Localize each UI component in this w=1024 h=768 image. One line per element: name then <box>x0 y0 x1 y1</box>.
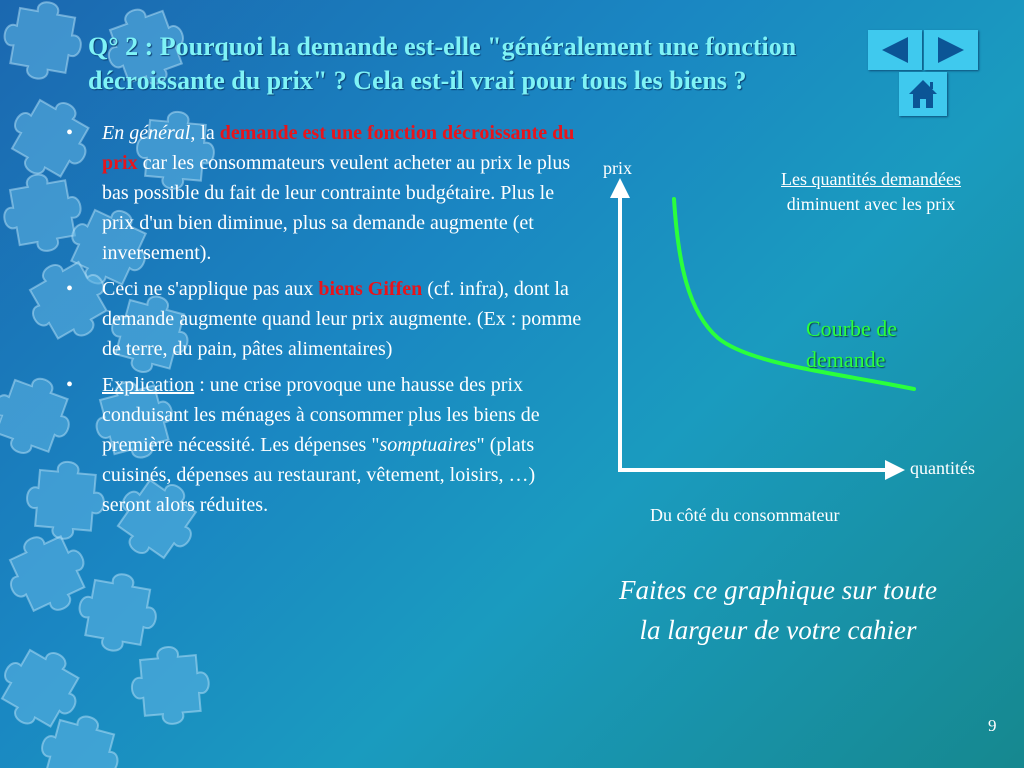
bullet-text: car les consommateurs veulent acheter au prix le plus bas possible du fait de leur contrainte budgétaire. Plus le prix d'un bien diminue, plus sa demande augmente (et inversement). <box>102 152 571 264</box>
annotation-text: diminuent avec les prix <box>786 194 956 214</box>
chart-caption: Du côté du consommateur <box>650 505 840 525</box>
x-axis-label: quantités <box>910 458 975 478</box>
y-axis-label: prix <box>603 158 632 178</box>
curve-label: Courbe de demande <box>806 316 898 372</box>
instruction-text: Faites ce graphique sur toute la largeur de votre cahier <box>619 575 937 645</box>
emphasis-text: somptuaires <box>379 434 477 456</box>
highlight-text: demande est une fonction décroissante du prix <box>102 122 575 174</box>
bullet-item-general <box>62 118 584 268</box>
emphasis-text: En général <box>102 122 191 144</box>
bullet-text: (cf. infra), dont la demande augmente quand leur prix augmente. (Ex : pomme de terre, du pain, pâtes alimentaires) <box>102 278 582 360</box>
chart-annotation <box>760 167 982 217</box>
bullet-text: Ceci ne s'applique pas aux <box>102 278 319 300</box>
underlined-text: Explication <box>102 374 195 396</box>
next-slide-button[interactable] <box>924 30 978 70</box>
annotation-underlined: Les quantités demandées <box>781 169 961 189</box>
triangle-left-icon <box>878 35 912 65</box>
slide-title: Q° 2 : Pourquoi la demande est-elle "généralement une fonction décroissante du prix" ? Cela est-il vrai pour tous les biens ? <box>88 32 797 95</box>
bullet-list <box>62 118 584 526</box>
previous-slide-button[interactable] <box>868 30 922 70</box>
bullet-text: , la <box>190 122 220 144</box>
slide-number: 9 <box>988 716 997 735</box>
bullet-item-explication <box>62 370 584 520</box>
home-button[interactable] <box>899 72 947 116</box>
highlight-text: biens Giffen <box>318 278 423 300</box>
triangle-right-icon <box>934 35 968 65</box>
bullet-text: " (plats cuisinés, dépenses au restaurant, vêtement, loisirs, …) seront alors réduites. <box>102 434 536 516</box>
home-icon <box>906 77 940 111</box>
bullet-text: : une crise provoque une hausse des prix conduisant les ménages à consommer plus les biens de première nécessité. Les dépenses " <box>102 374 540 456</box>
bullet-item-giffen <box>62 274 584 364</box>
